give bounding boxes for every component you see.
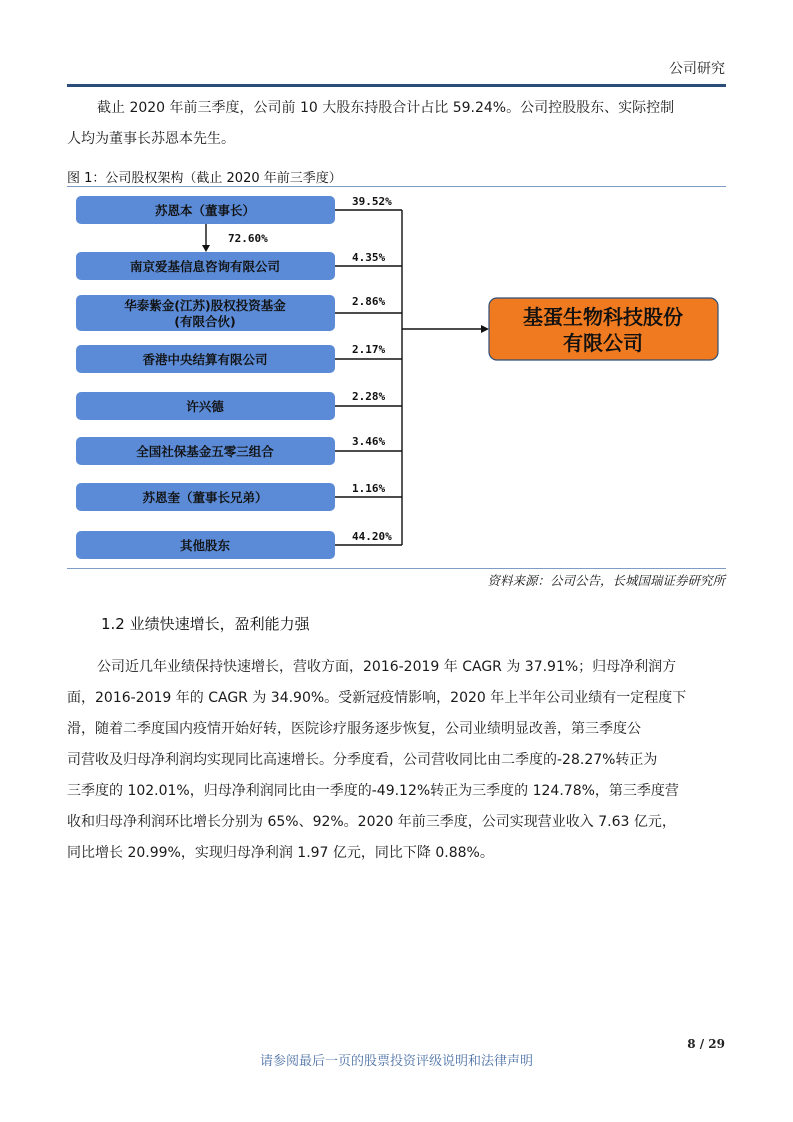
page-number: 8 / 29	[687, 1037, 725, 1051]
section-heading: 1.2 业绩快速增长，盈利能力强	[101, 615, 310, 633]
body-paragraph	[67, 652, 726, 869]
shareholder-box-4	[76, 392, 335, 420]
shareholder-box-1	[76, 252, 335, 280]
figure-bottom-rule	[67, 568, 726, 569]
body-line-3: 滑，随着二季度国内疫情开始好转，医院诊疗服务逐步恢复，公司业绩明显改善，第三季度公	[67, 721, 641, 737]
percent-label-4: 2.28%	[352, 390, 386, 403]
body-line-2: 面，2016-2019 年的 CAGR 为 34.90%。受新冠疫情影响，2020 年上半年公司业绩有一定程度下	[67, 690, 687, 706]
percent-label-0: 39.52%	[352, 195, 392, 208]
company-name-line-1: 基蛋生物科技股份	[523, 305, 683, 329]
figure-source: 资料来源：公司公告，长城国瑞证券研究所	[487, 573, 725, 588]
shareholder-box-2	[76, 295, 335, 331]
body-line-6: 收和归母净利润环比增长分别为 65%、92%。2020 年前三季度，公司实现营业收入 7.63 亿元，	[67, 814, 676, 830]
shareholder-name: 苏恩本（董事长）	[154, 203, 256, 218]
sub-holding-arrow-head-icon	[202, 245, 210, 252]
percent-label-5: 3.46%	[352, 435, 386, 448]
sub-holding-percent-label: 72.60%	[228, 232, 268, 245]
percent-label-2: 2.86%	[352, 295, 386, 308]
company-name-line-2: 有限公司	[563, 331, 643, 355]
shareholder-name: 其他股东	[179, 538, 231, 553]
shareholder-box-0	[76, 196, 335, 224]
shareholder-name: 华泰紫金(江苏)股权投资基金	[124, 298, 286, 313]
shareholder-name: 南京爱基信息咨询有限公司	[129, 259, 281, 274]
intro-line-1: 截止 2020 年前三季度，公司前 10 大股东持股合计占比 59.24%。公司控股股东、实际控制	[97, 100, 675, 116]
figure-title: 图 1：公司股权架构（截止 2020 年前三季度）	[67, 171, 342, 186]
body-line-7: 同比增长 20.99%，实现归母净利润 1.97 亿元，同比下降 0.88%。	[67, 845, 494, 861]
body-line-4: 司营收及归母净利润均实现同比高速增长。分季度看，公司营收同比由二季度的-28.27%转正为	[67, 752, 658, 768]
shareholder-name: 苏恩奎（董事长兄弟）	[142, 490, 268, 505]
shareholder-name-line-2: (有限合伙)	[174, 314, 236, 329]
intro-line-2: 人均为董事长苏恩本先生。	[67, 131, 235, 147]
header-label: 公司研究	[669, 61, 725, 77]
shareholder-box-3	[76, 345, 335, 373]
shareholder-box-7	[76, 531, 335, 559]
shareholder-box-6	[76, 483, 335, 511]
body-line-1: 公司近几年业绩保持快速增长，营收方面，2016-2019 年 CAGR 为 37.91%；归母净利润方	[97, 659, 677, 675]
shareholder-name: 全国社保基金五零三组合	[136, 444, 274, 459]
percent-label-3: 2.17%	[352, 343, 386, 356]
percent-label-7: 44.20%	[352, 530, 392, 543]
arrow-head-icon	[481, 325, 489, 333]
shareholder-box-5	[76, 437, 335, 465]
percent-label-6: 1.16%	[352, 482, 386, 495]
body-line-5: 三季度的 102.01%，归母净利润同比由一季度的-49.12%转正为三季度的 124.78%，第三季度营	[67, 783, 679, 799]
footer-disclaimer: 请参阅最后一页的股票投资评级说明和法律声明	[259, 1054, 533, 1069]
shareholder-name: 许兴德	[186, 399, 224, 414]
company-box	[489, 298, 718, 360]
percent-label-1: 4.35%	[352, 251, 386, 264]
shareholder-name: 香港中央结算有限公司	[142, 352, 268, 367]
